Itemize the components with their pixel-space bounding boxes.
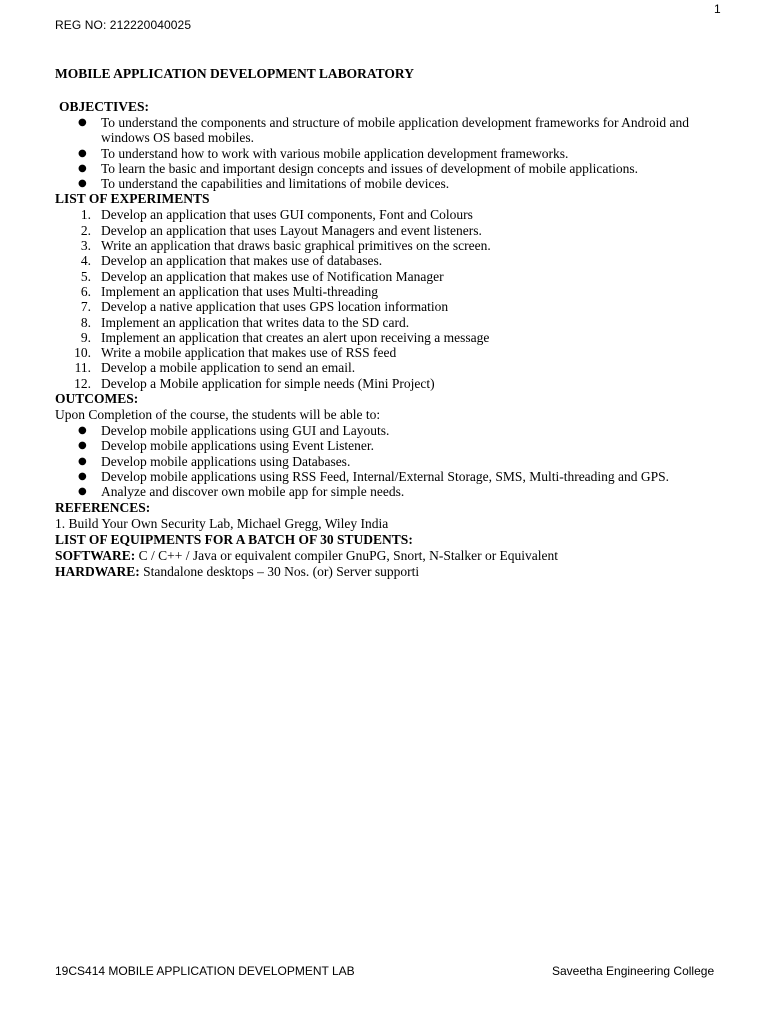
reference-item: 1. Build Your Own Security Lab, Michael Gregg, Wiley India [55,515,389,531]
list-item [55,223,725,238]
footer-college: Saveetha Engineering College [552,964,715,978]
experiments-list [55,207,725,391]
software-label: SOFTWARE: [55,547,136,563]
item-text: Write an application that draws basic graphical primitives on the screen. [101,238,491,254]
item-number: 1. [80,207,91,223]
list-item: ● Develop mobile applications using Databases. [55,454,725,469]
hardware-line [55,564,725,580]
item-text: Develop an application that makes use of databases. [101,253,383,269]
page-number: 1 [714,2,721,16]
objectives-heading: OBJECTIVES: [59,99,150,114]
list-item: ● To understand how to work with various mobile application development frameworks. [55,146,725,161]
software-text: C / C++ / Java or equivalent compiler GnuPG, Snort, N-Stalker or Equivalent [135,547,559,563]
item-number: 11. [74,360,91,376]
objectives-list [55,115,725,191]
list-item [55,207,725,222]
experiments-heading: LIST OF EXPERIMENTS [55,191,210,207]
document-body [55,66,725,580]
item-number: 7. [80,299,91,315]
footer-course: 19CS414 MOBILE APPLICATION DEVELOPMENT LAB [55,964,355,978]
list-item [55,299,725,314]
list-item: ● Develop mobile applications using GUI and Layouts. [55,423,725,438]
item-text: Develop an application that uses GUI components, Font and Colours [101,207,473,223]
hardware-label: HARDWARE: [55,563,140,579]
item-text: Implement an application that writes data to the SD card. [101,314,410,330]
outcomes-list [55,423,725,499]
list-item: ● Analyze and discover own mobile app for simple needs. [55,484,725,499]
outcomes-heading: OUTCOMES: [55,391,139,407]
item-text: Implement an application that uses Multi-threading [101,283,379,299]
item-number: 5. [80,268,91,284]
item-text: Develop a mobile application to send an email. [101,360,356,376]
item-text: Develop an application that uses Layout Managers and event listeners. [101,222,482,238]
item-number: 8. [80,314,91,330]
item-text: Develop a native application that uses GPS location information [101,299,449,315]
list-item: ● To understand the components and structure of mobile application development frameworks for Android and windows OS based mobiles. [55,115,725,146]
list-item [55,345,725,360]
list-item [55,284,725,299]
reg-no: REG NO: 212220040025 [55,18,192,32]
list-item [55,253,725,268]
item-number: 9. [80,329,91,345]
list-item [55,330,725,345]
list-item [55,269,725,284]
outcomes-intro: Upon Completion of the course, the students will be able to: [55,407,381,423]
list-item: ● To learn the basic and important design concepts and issues of development of mobile applications. [55,161,725,176]
list-item: ● Develop mobile applications using Event Listener. [55,438,725,453]
item-text: Develop a Mobile application for simple needs (Mini Project) [101,375,435,391]
list-item: ● Develop mobile applications using RSS Feed, Internal/External Storage, SMS, Multi-threading and GPS. [55,469,725,484]
hardware-text: Standalone desktops – 30 Nos. (or) Server supporti [139,563,420,579]
item-number: 12. [74,375,91,391]
list-item [55,360,725,375]
list-item: ● To understand the capabilities and limitations of mobile devices. [55,176,725,191]
item-number: 6. [80,283,91,299]
list-item [55,376,725,391]
document-title: MOBILE APPLICATION DEVELOPMENT LABORATORY [55,66,414,81]
references-heading: REFERENCES: [55,499,151,515]
item-number: 4. [80,253,91,269]
item-text: Implement an application that creates an alert upon receiving a message [101,329,490,345]
list-item [55,315,725,330]
item-number: 3. [80,238,91,254]
item-text: Develop an application that makes use of Notification Manager [101,268,444,284]
equipments-heading: LIST OF EQUIPMENTS FOR A BATCH OF 30 STUDENTS: [55,531,413,547]
list-item [55,238,725,253]
item-number: 2. [80,222,91,238]
software-line [55,548,725,564]
item-text: Write a mobile application that makes use of RSS feed [101,345,397,361]
item-number: 10. [74,345,91,361]
